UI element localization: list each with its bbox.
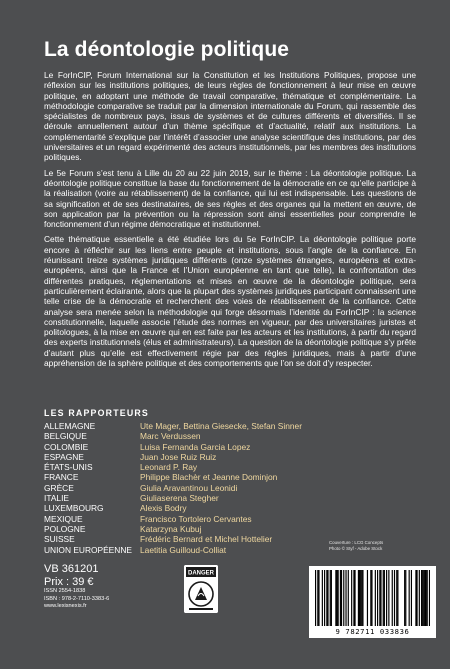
rapporteur-names: Giuliaserena Stegher [140,493,219,504]
rapporteur-names: Leonard P. Ray [140,462,198,473]
barcode-bar [331,570,332,626]
rapporteur-row [44,514,424,524]
rapporteur-country: ESPAGNE [44,451,84,462]
rapporteur-country: GRÈCE [44,482,74,493]
barcode-number: 9 782711 033836 [335,627,410,636]
photocopillage-logo-icon [184,565,218,613]
barcode-bar [315,570,316,626]
rapporteur-names: Luisa Fernanda Garcia Lopez [140,441,251,452]
isbn: ISBN : 978-2-7110-3383-6 [44,595,110,602]
rapporteur-country: SUISSE [44,534,75,545]
barcode-bar [335,570,336,626]
barcode-bar [423,570,424,626]
description-paragraph-3: Cette thématique essentielle a été étudiée lors du 5e ForInCIP. La déontologie politique porte encore à réfléchir sur les liens entre peuple et institutions, sous l’angle de la confiance. En réunissant treize systèmes juridiques différents (onze systèmes étrangers, européens et extra-européens, ainsi que la France et l’Union européenne en tant que telle), la confrontation des différentes pratiques, réglementations et mises en œuvre de la déontologie politique, sera particulièrement éclairante, alors que la plupart des systèmes juridiques participant connaissent une telle crise de la démocratie et recherchent des voies de rétablissement de la confiance. Cette analyse sera menée selon la méthodologie qui forge désormais l’identité du ForInCIP : la science constitutionnelle, laquelle associe l’étude des normes en vigueur, par des universitaires juristes et politologues, à la mise en œuvre qui en est faite par les acteurs et les institutions, à partir du regard des experts institutionnels (élus et administrateurs). La question de la déontologie politique s’y prête d’autant plus qu’elle est effectivement régie par des règles juridiques, mais à partir d’une appréhension de la sphère politique et des comportements que l’on se doit d’y respecter. [44,234,416,369]
barcode-bar [326,570,327,626]
barcode-bar [361,570,362,626]
rapporteur-row [44,431,424,441]
rapporteur-names: Laetitia Guilloud-Colliat [140,544,227,555]
barcode-bar [429,570,430,626]
rapporteur-row [44,503,424,513]
barcode-bar [338,570,339,626]
barcode-bar [416,570,417,626]
barcode-bar [354,570,355,626]
price: Prix : 39 € [44,575,94,588]
barcode-bar [317,570,318,626]
barcode-bar [358,570,359,626]
barcode-bar [424,570,425,626]
barcode-bar [386,570,387,626]
barcode-bar [388,570,389,626]
barcode-bar [340,570,341,626]
barcode-bar [415,570,416,626]
barcode-bar [327,570,328,626]
isbn-barcode [309,566,436,638]
barcode-bar [379,570,380,626]
barcode-bar [351,570,352,626]
barcode-bar [336,570,337,626]
rapporteur-row [44,493,424,503]
rapporteur-names: Katarzyna Kubuj [140,523,202,534]
barcode-bar [345,570,346,626]
rapporteur-country: ITALIE [44,493,69,504]
barcode-bar [343,570,344,626]
rapporteur-names: Philippe Blachèr et Jeanne Dominjon [140,472,278,483]
rapporteur-row [44,483,424,493]
description [44,70,416,373]
book-title: La déontologie politique [44,38,290,61]
rapporteur-country: MEXIQUE [44,513,83,524]
barcode-bar [427,570,428,626]
barcode-bar [422,570,423,626]
barcode-bar [330,570,331,626]
barcode-bar [419,570,420,626]
cover-credit: Couverture : LCG Concepts [329,540,384,545]
barcode-bar [425,570,426,626]
barcode-bar [360,570,361,626]
rapporteur-names: Francisco Tortolero Cervantes [140,513,252,524]
rapporteur-names: Alexis Bodry [140,503,187,514]
description-paragraph-1: Le ForInCIP, Forum International sur la Constitution et les Institutions Politiques, propose une réflexion sur les institutions politiques, de leurs règles de fonctionnement à leur mise en œuvre politique, en adoptant une méthode de travail comparative, thématique et complémentaire. La méthodologie comparative se traduit par la dimension internationale du Forum, qui rassemble des spécialistes de nombreux pays, issus de systèmes et de cultures différents et diversifiés. Il se déroule annuellement autour d’un thème spécifique et d’actualité, relatif aux institutions. La complémentarité s’explique par l’intérêt d’associer une analyse scientifique des institutions, par des universitaires et un regard expérimenté des acteurs institutionnels, par les membres des institutions politiques. [44,70,416,163]
website: www.lexisnexis.fr [44,603,87,609]
rapporteur-row [44,472,424,482]
barcode-bar [348,570,349,626]
barcode-bar [362,570,363,626]
rapporteur-country: ALLEMAGNE [44,421,96,431]
barcode-bar [341,570,342,626]
barcode-bars [315,570,430,626]
barcode-bar [324,570,325,626]
barcode-bar [384,570,385,626]
rapporteur-row [44,421,424,431]
logo-text: DANGER [187,570,215,577]
rapporteur-country: COLOMBIE [44,441,89,452]
barcode-bar [421,570,422,626]
barcode-bar [367,570,368,626]
photocopillage-logo-graphic [184,565,218,613]
rapporteur-country: POLOGNE [44,523,86,534]
barcode-bar [409,570,410,626]
barcode-bar [392,570,393,626]
rapporteur-names: Juan Jose Ruiz Ruiz [140,451,217,462]
rapporteur-row [44,524,424,534]
barcode-bar [371,570,372,626]
photo-credit: Photo © Styf - Adobe Stock [329,545,383,551]
rapporteurs-heading: LES RAPPORTEURS [44,408,150,418]
barcode-bar [380,570,381,626]
publication-info [44,563,154,611]
barcode-bar [394,570,395,626]
rapporteur-country: ÉTATS-UNIS [44,462,93,473]
barcode-bar [411,570,412,626]
barcode-bar [318,570,319,626]
barcode-bar [370,570,371,626]
image-credits [329,540,439,551]
rapporteur-names: Marc Verdussen [140,431,201,442]
barcode-bar [405,570,406,626]
barcode-bar [322,570,323,626]
barcode-bar [377,570,378,626]
barcode-bar [375,570,376,626]
barcode-bar [397,570,398,626]
barcode-bar [404,570,405,626]
rapporteur-names: Ute Mager, Bettina Giesecke, Stefan Sinner [140,421,303,431]
barcode-bar [396,570,397,626]
reference-code: VB 361201 [44,563,99,575]
rapporteur-row [44,442,424,452]
barcode-bar [383,570,384,626]
rapporteur-country: LUXEMBOURG [44,503,104,514]
barcode-bar [353,570,354,626]
rapporteur-country: FRANCE [44,472,79,483]
rapporteur-country: BELGIQUE [44,431,87,442]
barcode-bar [359,570,360,626]
rapporteur-row [44,462,424,472]
rapporteur-row [44,452,424,462]
rapporteur-names: Giulia Aravantinou Leonidi [140,482,238,493]
issn: ISSN 2554-1838 [44,588,86,594]
rapporteur-country: UNION EUROPÉENNE [44,544,132,555]
rapporteur-names: Frédéric Bernard et Michel Hottelier [140,534,273,545]
rapporteurs-list [44,421,424,555]
description-paragraph-2: Le 5e Forum s’est tenu à Lille du 20 au 22 juin 2019, sur le thème : La déontologie politique. La déontologie politique constitue la base du fonctionnement de la démocratie en ce qu’elle participe à la réalisation (voire au rétablissement) de la confiance, qui lui est indispensable. Les questions de sa signification et de ses destinataires, de ses règles et des organes qui la mettent en œuvre, de son application par la prévention ou la répression sont ainsi essentielles pour comprendre le fonctionnement d’un régime démocratique et institutionnel. [44,167,416,230]
